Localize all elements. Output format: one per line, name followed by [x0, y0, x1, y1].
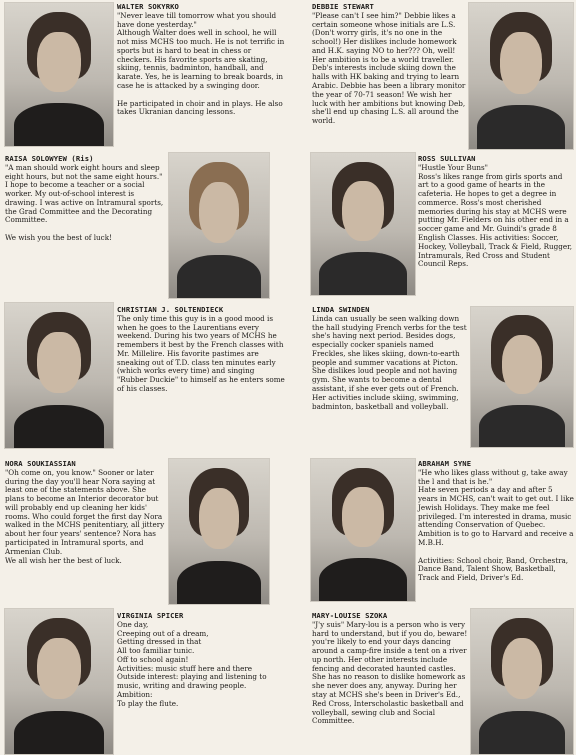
entry-text: "Hustle Your Buns" Ross's likes range from girls sports and art to a good game of hearts in the cafeteria. He hopes to get a degree in commerce. Ross's most cherished memories during his stay at MCHS were putting Mr. Fielders on his other end in a soccer game and Mr. Guindi's grade 8 English Classes. His activities: Soccer, Hockey, Volleyball, Track & Field, Rugger, Intramurals, Red Cross and Student Council Reps.	[418, 162, 573, 269]
entry-walter-sokyrko	[117, 3, 285, 117]
portrait-mary-louise-szoka	[470, 608, 574, 755]
entry-nora-soukiassian	[5, 460, 165, 565]
entry-text: "J'y suis" Mary-lou is a person who is very hard to understand, but if you do, beware! you're likely to end your days dancing around a camp-fire inside a tent on a river up north. Her other interests include fencing and decorated haunted castles. She has no reason to dislike homework as she never does any, anyway. During her stay at MCHS she's been in Driver's Ed., Red Cross, Interscholastic basketball and volleyball, sewing club and Social Committee.	[312, 619, 468, 726]
entry-name: RAISA SOLOWYEW (Ris)	[5, 154, 94, 163]
entry-name: NORA SOUKIASSIAN	[5, 459, 76, 468]
portrait-ross-sullivan	[310, 152, 416, 296]
entry-name: DEBBIE STEWART	[312, 2, 374, 11]
entry-mary-louise-szoka	[312, 612, 468, 726]
entry-text: The only time this guy is in a good mood is when he goes to the Laurentians every weekend. During his two years of MCHS he remembers it best by the French classes with Mr. Millelire. His favorite pastimes are sneaking out of T.D. class ten minutes early (which works every time) and singing "Rubber Duckie" to himself as he enters some of his classes.	[117, 313, 285, 394]
entry-christian-soltendieck	[117, 306, 285, 394]
entry-text: One day, Creeping out of a dream, Getting dressed in that All too familiar tunic. Off to school again! Activities: music stuff here and there Outside interest: playing and listening to music, writing and drawing people. Ambition: To play the flute.	[117, 619, 267, 708]
entry-name: LINDA SWINDEN	[312, 305, 370, 314]
entry-name: CHRISTIAN J. SOLTENDIECK	[117, 305, 224, 314]
entry-raisa-solowyew	[5, 155, 165, 243]
portrait-nora-soukiassian	[168, 458, 270, 605]
entry-linda-swinden	[312, 306, 468, 411]
portrait-linda-swinden	[470, 306, 574, 448]
entry-text: "Never leave till tomorrow what you should have done yesterday." Although Walter does well in school, he will not miss MCHS too much. He is not terrific in sports but is hard to beat in chess or checkers. His favorite sports are skating, skiing, tennis, badminton, handball, and karate. Yes, he is learning to break boards, in case he is attacked by a swinging door. He participated in choir and in plays. He also takes Ukranian dancing lessons.	[117, 10, 285, 117]
portrait-christian-soltendieck	[4, 302, 114, 449]
entry-name: MARY-LOUISE SZOKA	[312, 611, 388, 620]
entry-virginia-spicer	[117, 612, 285, 709]
entry-abraham-syne	[418, 460, 574, 583]
entry-text: "He who likes glass without g, take away the l and that is he." Hate seven periods a day and after 5 years in MCHS, can't wait to get out. I like Jewish Holidays. They make me feel privileged. I'm interested in drama, music attending Conservation of Quebec. Ambition is to go to Harvard and receive a M.B.H. Activities: School choir, Band, Orchestra, Dance Band, Talent Show, Basketball, Track and Field, Driver's Ed.	[418, 467, 574, 583]
portrait-abraham-syne	[310, 458, 416, 602]
entry-text: "Oh come on, you know." Sooner or later during the day you'll hear Nora saying at least one of the statements above. She plans to become an Interior decorator but will probably end up cleaning her kids' rooms. Who could forget the first day Nora walked in the MCHS penitentiary, all jittery about her four years' sentence? Nora has participated in Intramural sports, and Armenian Club. We all wish her the best of luck.	[5, 467, 165, 565]
portrait-virginia-spicer	[4, 608, 114, 755]
entry-text: "A man should work eight hours and sleep eight hours, but not the same eight hours." I hope to become a teacher or a social worker. My out-of-school interest is drawing. I was active on Intramural sports, the Grad Committee and the Decorating Committee. We wish you the best of luck!	[5, 162, 164, 243]
entry-ross-sullivan	[418, 155, 574, 269]
entry-text: "Please can't I see him?" Debbie likes a certain someone whose initials are L.S. (Don't worry girls, it's no one in the school!) Her dislikes include homework and H.K. saying NO to her??? Oh, well! Her ambition is to be a world traveller. Deb's interests include skiing down the halls with HK baking and trying to learn Arabic. Debbie has been a library monitor the year of 70-71 season! We wish her luck with her ambitions but knowing Deb, she'll end up chasing L.S. all around the world.	[312, 10, 466, 126]
entry-name: ABRAHAM SYNE	[418, 459, 472, 468]
portrait-walter-sokyrko	[4, 2, 114, 147]
entry-name: ROSS SULLIVAN	[418, 154, 476, 163]
entry-text: Linda can usually be seen walking down the hall studying French verbs for the test she's having next period. Besides dogs, especially cocker spaniels named Freckles, she likes skiing, down-to-earth people and summer vacations at Picton. She dislikes loud people and not having gym. She wants to become a dental assistant, if she ever gets out of French. Her activities include skiing, swimming, badminton, basketball and volleyball.	[312, 313, 467, 411]
portrait-debbie-stewart	[468, 2, 574, 150]
entry-name: VIRGINIA SPICER	[117, 611, 184, 620]
portrait-raisa-solowyew	[168, 152, 270, 299]
entry-name: WALTER SOKYRKO	[117, 2, 179, 11]
entry-debbie-stewart	[312, 3, 468, 126]
